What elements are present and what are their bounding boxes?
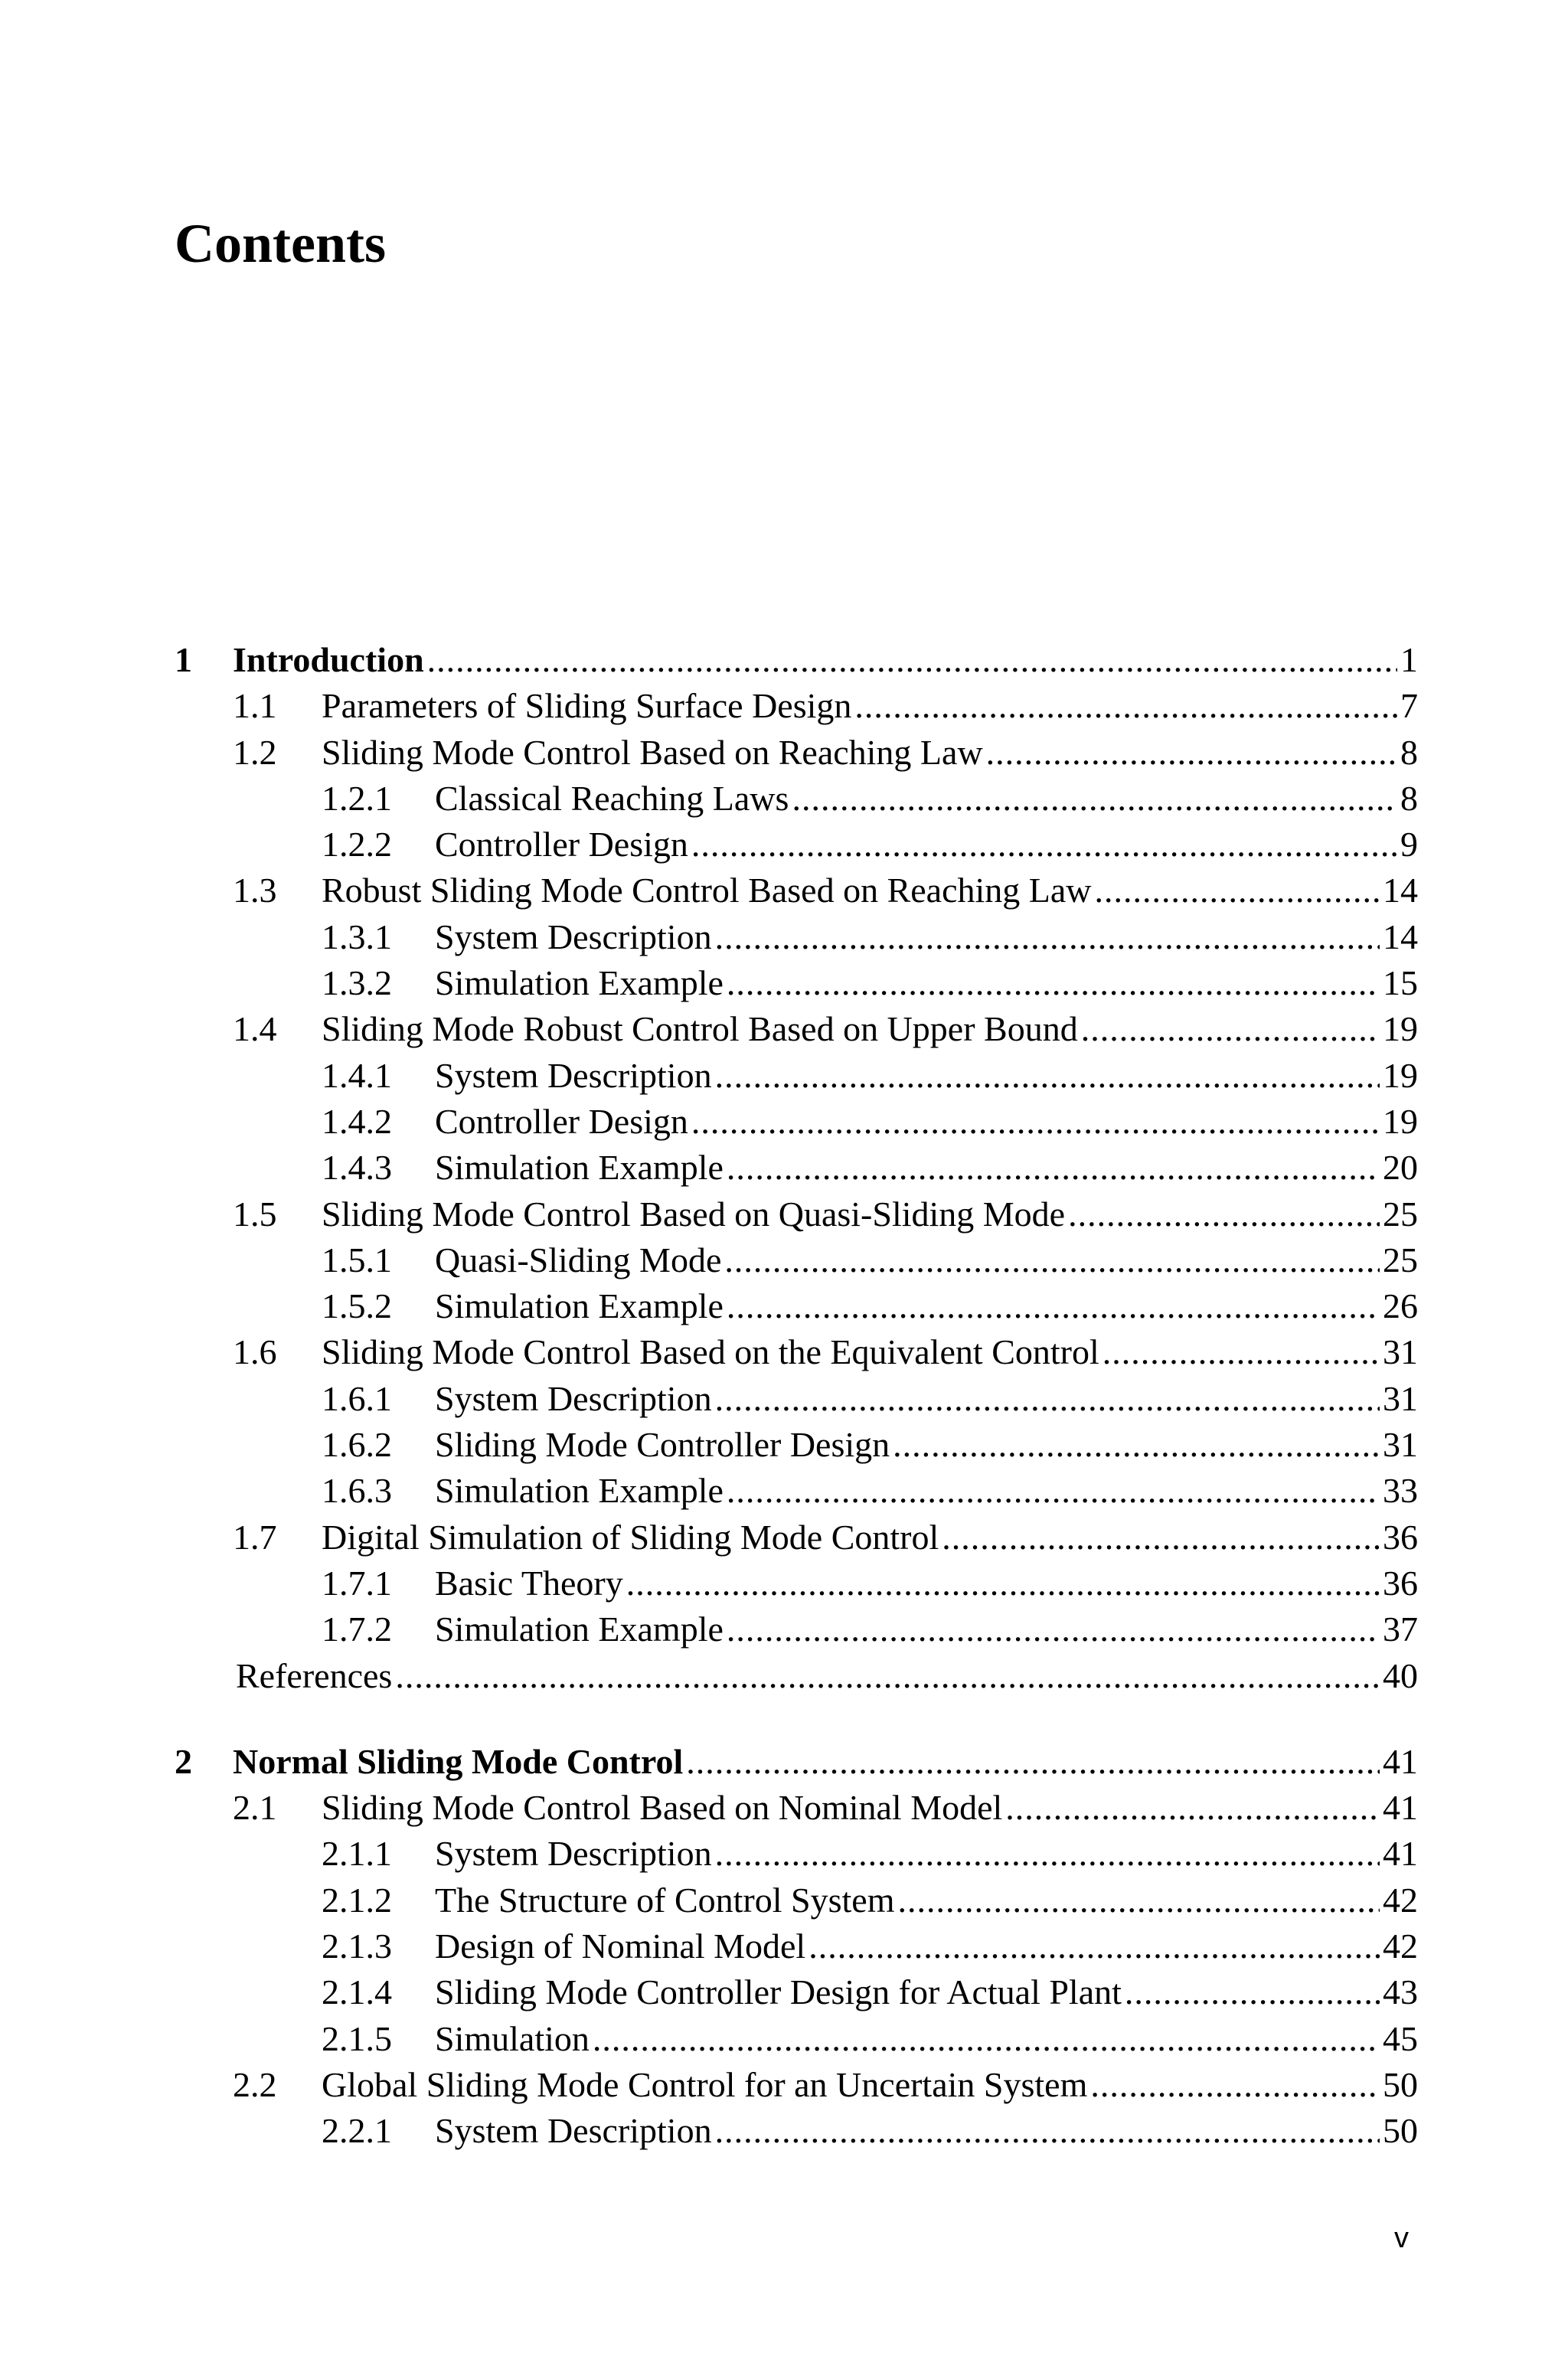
table-of-contents — [175, 637, 1418, 2155]
toc-entry-title: Introduction — [233, 640, 424, 679]
toc-entry-page: 8 — [1400, 732, 1418, 772]
toc-entry-number: 1.6.3 — [322, 1471, 392, 1511]
toc-entry-page: 50 — [1383, 2111, 1418, 2151]
dot-leader — [897, 1877, 1380, 1923]
toc-entry-number: 2 — [175, 1741, 192, 1781]
toc-entry-page: 19 — [1383, 1055, 1418, 1095]
toc-entry[interactable] — [175, 1145, 1418, 1191]
toc-entry-title: Simulation Example — [435, 1148, 724, 1188]
toc-entry[interactable] — [175, 1969, 1418, 2015]
toc-entry-page: 26 — [1383, 1286, 1418, 1326]
toc-entry-title: Robust Sliding Mode Control Based on Reaching Law — [322, 871, 1092, 910]
toc-entry-number: 1 — [175, 640, 192, 679]
toc-entry-page: 31 — [1383, 1425, 1418, 1465]
toc-entry-title: Classical Reaching Laws — [435, 778, 789, 818]
toc-entry-number: 1.4.3 — [322, 1148, 392, 1188]
toc-entry[interactable] — [175, 822, 1418, 868]
toc-entry-title: System Description — [435, 1055, 712, 1095]
toc-chapter-entry[interactable] — [175, 1739, 1418, 1785]
toc-entry-number: 1.3 — [233, 871, 277, 910]
toc-entry-number: 2.1.5 — [322, 2018, 392, 2058]
toc-entry-number: 2.1 — [233, 1788, 277, 1828]
dot-leader — [727, 1145, 1380, 1191]
toc-entry-number: 1.5.2 — [322, 1286, 392, 1326]
dot-leader — [715, 1053, 1380, 1099]
toc-entry-number: 1.7 — [233, 1517, 277, 1557]
dot-leader — [727, 1606, 1380, 1652]
toc-entry-title: Simulation — [435, 2018, 590, 2058]
toc-entry-page: 45 — [1383, 2018, 1418, 2058]
toc-entry-page: 41 — [1383, 1741, 1418, 1781]
dot-leader — [1095, 868, 1380, 913]
toc-entry-title: Simulation Example — [435, 1609, 724, 1649]
toc-entry[interactable] — [175, 1877, 1418, 1923]
toc-entry-page: 25 — [1383, 1194, 1418, 1234]
toc-entry[interactable] — [175, 2062, 1418, 2108]
toc-entry-title: Simulation Example — [435, 963, 724, 1003]
toc-entry-page: 31 — [1383, 1332, 1418, 1372]
dot-leader — [724, 1237, 1380, 1283]
toc-entry-page: 41 — [1383, 1788, 1418, 1828]
toc-entry-title: Sliding Mode Controller Design — [435, 1425, 890, 1465]
page-number: v — [1394, 2222, 1409, 2254]
toc-entry-title: Digital Simulation of Sliding Mode Control — [322, 1517, 939, 1557]
toc-entry[interactable] — [175, 730, 1418, 776]
toc-entry-page: 31 — [1383, 1378, 1418, 1418]
dot-leader — [808, 1923, 1380, 1969]
toc-entry-page: 33 — [1383, 1471, 1418, 1511]
toc-entry-number: 2.1.2 — [322, 1880, 392, 1920]
toc-entry-title: Basic Theory — [435, 1563, 623, 1603]
toc-entry[interactable] — [175, 1606, 1418, 1652]
dot-leader — [1005, 1785, 1380, 1831]
dot-leader — [626, 1560, 1380, 1606]
toc-entry-number: 2.2.1 — [322, 2111, 392, 2151]
dot-leader — [1125, 1969, 1380, 2015]
toc-entry-page: 19 — [1383, 1009, 1418, 1049]
toc-entry-number: 1.1 — [233, 686, 277, 726]
toc-entry[interactable] — [175, 1237, 1418, 1283]
page-title: Contents — [175, 213, 387, 274]
toc-entry-number: 1.5 — [233, 1194, 277, 1234]
toc-entry-number: 1.4.1 — [322, 1055, 392, 1095]
toc-entry[interactable] — [175, 914, 1418, 960]
dot-leader — [1068, 1191, 1380, 1237]
toc-entry-title: System Description — [435, 917, 712, 956]
toc-entry-title: Sliding Mode Controller Design for Actual Plant — [435, 1972, 1122, 2012]
toc-entry-title: The Structure of Control System — [435, 1880, 895, 1920]
toc-entry[interactable] — [175, 1053, 1418, 1099]
toc-entry-page: 14 — [1383, 871, 1418, 910]
toc-entry-number: 1.2.2 — [322, 825, 392, 864]
toc-entry[interactable] — [175, 868, 1418, 913]
dot-leader — [715, 2108, 1380, 2154]
toc-entry-number: 1.4 — [233, 1009, 277, 1049]
toc-entry[interactable] — [175, 1329, 1418, 1375]
dot-leader — [1081, 1006, 1380, 1052]
toc-entry[interactable] — [175, 1422, 1418, 1468]
toc-entry-title: References — [236, 1655, 393, 1695]
dot-leader — [727, 1468, 1380, 1514]
dot-leader — [593, 2016, 1380, 2062]
toc-entry-title: Sliding Mode Robust Control Based on Upper Bound — [322, 1009, 1078, 1049]
toc-entry-page: 41 — [1383, 1834, 1418, 1874]
dot-leader — [942, 1515, 1380, 1560]
toc-entry-title: Controller Design — [435, 825, 688, 864]
toc-references-entry[interactable] — [175, 1653, 1418, 1699]
toc-entry[interactable] — [175, 960, 1418, 1006]
toc-entry-number: 1.5.1 — [322, 1240, 392, 1279]
dot-leader — [691, 822, 1397, 868]
dot-leader — [395, 1653, 1380, 1699]
toc-entry-title: Normal Sliding Mode Control — [233, 1741, 684, 1781]
toc-entry[interactable] — [175, 1785, 1418, 1831]
toc-entry-page: 42 — [1383, 1880, 1418, 1920]
toc-entry-number: 2.1.4 — [322, 1972, 392, 2012]
toc-entry-page: 8 — [1400, 778, 1418, 818]
toc-entry-page: 42 — [1383, 1926, 1418, 1966]
toc-entry[interactable] — [175, 2108, 1418, 2154]
toc-entry-title: Global Sliding Mode Control for an Uncertain System — [322, 2064, 1088, 2104]
toc-entry-page: 19 — [1383, 1101, 1418, 1141]
toc-entry-page: 20 — [1383, 1148, 1418, 1188]
toc-entry-number: 1.2 — [233, 732, 277, 772]
toc-entry[interactable] — [175, 1376, 1418, 1422]
toc-entry-number: 1.4.2 — [322, 1101, 392, 1141]
toc-entry[interactable] — [175, 1560, 1418, 1606]
toc-entry-number: 1.6 — [233, 1332, 277, 1372]
toc-entry-page: 15 — [1383, 963, 1418, 1003]
dot-leader — [854, 683, 1397, 729]
toc-entry[interactable] — [175, 1468, 1418, 1514]
dot-leader — [727, 1283, 1380, 1329]
toc-entry-page: 1 — [1400, 640, 1418, 679]
dot-leader — [691, 1099, 1380, 1145]
toc-entry-page: 7 — [1400, 686, 1418, 726]
toc-entry-page: 36 — [1383, 1563, 1418, 1603]
toc-entry-number: 1.6.2 — [322, 1425, 392, 1465]
toc-entry-title: Sliding Mode Control Based on the Equivalent Control — [322, 1332, 1099, 1372]
dot-leader — [792, 776, 1397, 822]
toc-entry[interactable] — [175, 1006, 1418, 1052]
toc-entry-title: Simulation Example — [435, 1286, 724, 1326]
toc-entry-number: 1.2.1 — [322, 778, 392, 818]
toc-entry-number: 2.1.1 — [322, 1834, 392, 1874]
dot-leader — [427, 637, 1397, 683]
toc-entry-number: 1.3.1 — [322, 917, 392, 956]
toc-entry[interactable] — [175, 1283, 1418, 1329]
toc-entry-page: 9 — [1400, 825, 1418, 864]
toc-entry[interactable] — [175, 1923, 1418, 1969]
toc-entry[interactable] — [175, 683, 1418, 729]
toc-entry-title: Sliding Mode Control Based on Quasi-Sliding Mode — [322, 1194, 1066, 1234]
toc-entry[interactable] — [175, 1191, 1418, 1237]
toc-entry-page: 40 — [1383, 1655, 1418, 1695]
dot-leader — [1090, 2062, 1380, 2108]
toc-entry-title: Sliding Mode Control Based on Reaching Law — [322, 732, 983, 772]
dot-leader — [1102, 1329, 1380, 1375]
toc-entry-page: 25 — [1383, 1240, 1418, 1279]
toc-entry-number: 1.7.2 — [322, 1609, 392, 1649]
toc-entry-page: 43 — [1383, 1972, 1418, 2012]
toc-entry[interactable] — [175, 1831, 1418, 1877]
dot-leader — [986, 730, 1397, 776]
toc-entry-page: 50 — [1383, 2064, 1418, 2104]
toc-entry[interactable] — [175, 1099, 1418, 1145]
toc-entry-title: Parameters of Sliding Surface Design — [322, 686, 852, 726]
dot-leader — [893, 1422, 1380, 1468]
toc-entry-title: System Description — [435, 1378, 712, 1418]
toc-entry-title: System Description — [435, 1834, 712, 1874]
toc-entry-number: 2.2 — [233, 2064, 277, 2104]
toc-entry-title: Quasi-Sliding Mode — [435, 1240, 722, 1279]
toc-entry[interactable] — [175, 1515, 1418, 1560]
dot-leader — [686, 1739, 1380, 1785]
toc-entry-page: 14 — [1383, 917, 1418, 956]
toc-entry-page: 36 — [1383, 1517, 1418, 1557]
toc-entry[interactable] — [175, 776, 1418, 822]
dot-leader — [715, 914, 1380, 960]
dot-leader — [727, 960, 1380, 1006]
toc-entry-title: System Description — [435, 2111, 712, 2151]
toc-entry-title: Sliding Mode Control Based on Nominal Model — [322, 1788, 1003, 1828]
toc-entry-number: 1.7.1 — [322, 1563, 392, 1603]
toc-entry-page: 37 — [1383, 1609, 1418, 1649]
toc-entry[interactable] — [175, 2016, 1418, 2062]
toc-entry-number: 1.6.1 — [322, 1378, 392, 1418]
toc-chapter-entry[interactable] — [175, 637, 1418, 683]
toc-entry-title: Simulation Example — [435, 1471, 724, 1511]
toc-entry-title: Design of Nominal Model — [435, 1926, 806, 1966]
dot-leader — [715, 1376, 1380, 1422]
dot-leader — [715, 1831, 1380, 1877]
toc-entry-number: 2.1.3 — [322, 1926, 392, 1966]
toc-entry-number: 1.3.2 — [322, 963, 392, 1003]
toc-entry-title: Controller Design — [435, 1101, 688, 1141]
